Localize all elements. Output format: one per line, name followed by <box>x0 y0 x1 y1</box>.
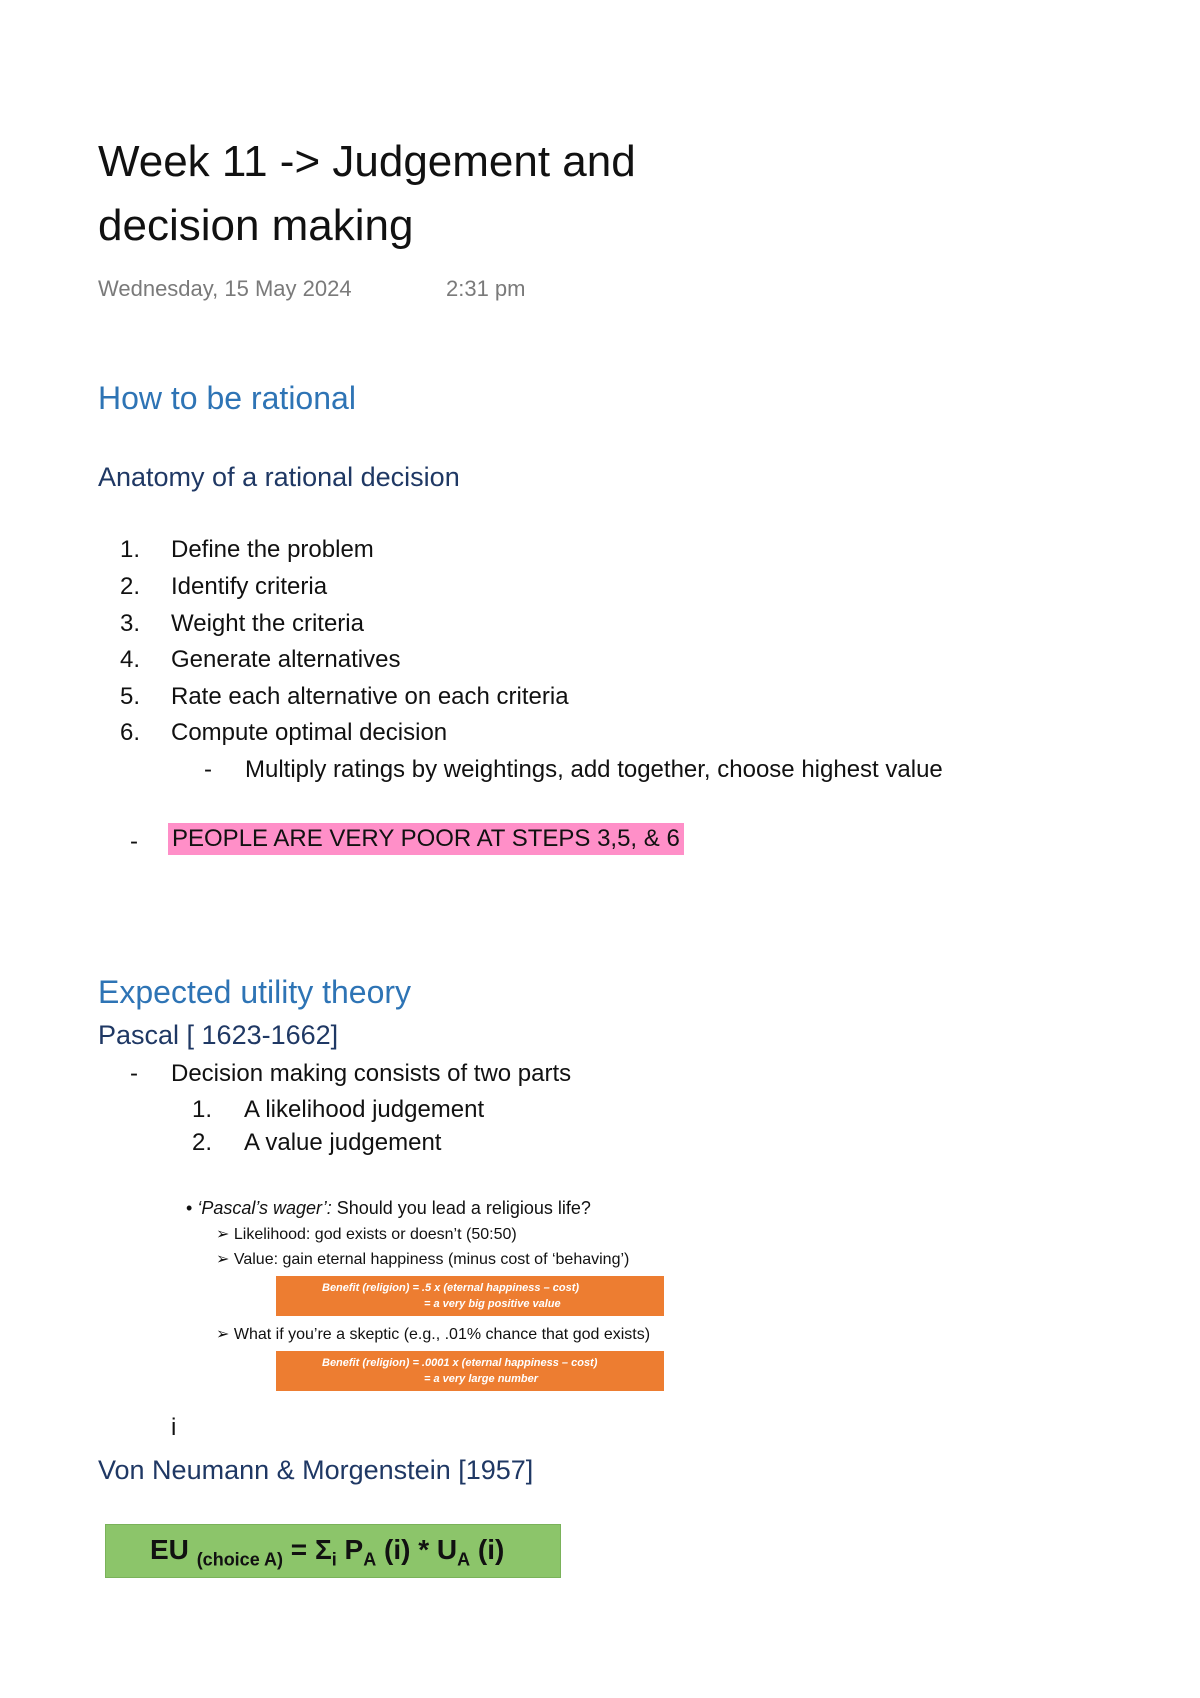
step-number: 3. <box>119 610 140 637</box>
bullet-text: Decision making consists of two parts <box>171 1060 572 1087</box>
part-text: A likelihood judgement <box>244 1096 485 1123</box>
expected-utility-equation: EU $_{(choice A)} = \Sigma_i$ $P_A$ $(i) * U_A$ (i) <box>150 1534 505 1570</box>
orange-formula-box <box>276 1351 664 1391</box>
step-text: Generate alternatives <box>171 646 401 673</box>
highlighted-note: PEOPLE ARE VERY POOR AT STEPS 3,5, & 6 <box>168 823 684 855</box>
page-title-line-2: decision making <box>98 201 414 250</box>
formula-line: Benefit (religion) = .5 x (eternal happiness – cost) <box>322 1282 580 1294</box>
page-title-line-1: Week 11 -> Judgement and <box>98 137 636 186</box>
step-number: 4. <box>119 646 140 673</box>
part-number: 2. <box>191 1129 212 1156</box>
slide-arrow-text: Value: gain eternal happiness (minus cost of ‘behaving’) <box>233 1251 630 1268</box>
heading-how-to-be-rational: How to be rational <box>98 380 356 416</box>
step-text: Define the problem <box>171 536 374 563</box>
expected-utility-equation-box <box>105 1524 561 1578</box>
slide-arrow-text: What if you’re a skeptic (e.g., .01% chance that god exists) <box>233 1326 651 1343</box>
slide-bullet-rest: Should you lead a religious life? <box>331 1198 591 1218</box>
step-number: 1. <box>119 536 140 563</box>
step-text: Compute optimal decision <box>171 719 448 746</box>
formula-line: = a very big positive value <box>424 1298 561 1310</box>
dash-bullet: - <box>204 756 212 783</box>
subheading-von-neumann: Von Neumann & Morgenstein [1957] <box>98 1455 534 1485</box>
step-text: Identify criteria <box>171 573 328 600</box>
step-number: 2. <box>119 573 140 600</box>
dash-bullet: - <box>130 828 138 855</box>
subheading-anatomy: Anatomy of a rational decision <box>98 462 460 492</box>
slide-arrow-item <box>216 1249 629 1269</box>
stray-character: i <box>171 1414 177 1441</box>
step-number: 5. <box>119 683 140 710</box>
arrow-icon: ➢ <box>216 1326 230 1343</box>
dash-bullet: - <box>130 1060 138 1087</box>
step-text: Weight the criteria <box>171 610 364 637</box>
arrow-icon: ➢ <box>216 1251 230 1268</box>
formula-line: Benefit (religion) = .0001 x (eternal happiness – cost) <box>322 1357 598 1369</box>
page-date: Wednesday, 15 May 2024 <box>98 276 352 301</box>
slide-arrow-item <box>216 1324 650 1344</box>
sub-bullet-text: Multiply ratings by weightings, add together, choose highest value <box>245 756 943 783</box>
pascals-wager-slide <box>180 1198 700 1408</box>
slide-arrow-text: Likelihood: god exists or doesn’t (50:50) <box>233 1226 517 1243</box>
step-text: Rate each alternative on each criteria <box>171 683 569 710</box>
formula-line: = a very large number <box>424 1373 539 1385</box>
part-number: 1. <box>191 1096 212 1123</box>
step-number: 6. <box>119 719 140 746</box>
arrow-icon: ➢ <box>216 1226 230 1243</box>
page-time: 2:31 pm <box>446 276 526 301</box>
part-text: A value judgement <box>244 1129 442 1156</box>
slide-bullet-italic: ‘Pascal’s wager’: <box>197 1198 332 1218</box>
bullet-dot: • <box>186 1198 193 1218</box>
slide-arrow-item <box>216 1224 517 1244</box>
subheading-pascal: Pascal [ 1623-1662] <box>98 1020 339 1050</box>
orange-formula-box <box>276 1276 664 1316</box>
slide-bullet <box>186 1198 591 1219</box>
heading-expected-utility: Expected utility theory <box>98 974 412 1010</box>
